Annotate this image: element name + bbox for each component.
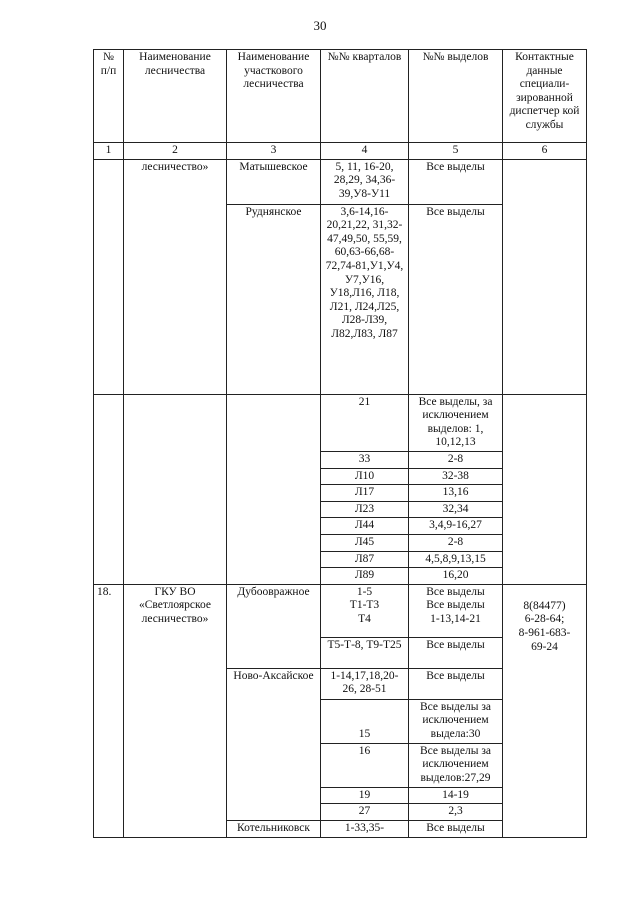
quarters-cell: Л10 [321, 468, 409, 485]
plots-cell: Все выделы [409, 637, 503, 668]
header-cell: № п/п [94, 50, 124, 143]
table-header-row [94, 50, 587, 143]
quarters-cell: Л45 [321, 534, 409, 551]
forestry-table [93, 49, 587, 838]
plots-cell: Все выделы, за исключением выделов: 1, 10,12,13 [409, 394, 503, 451]
header-cell: №№ кварталов [321, 50, 409, 143]
quarters-cell: 15 [321, 699, 409, 743]
forestry-name-cell: ГКУ ВО «Светлоярское лесничество» [124, 584, 227, 837]
contact-line: 8(84477) [523, 599, 566, 612]
district-cell: Матышевское [227, 159, 321, 204]
plots-cell: Все выделы за исключением выделов:27,29 [409, 743, 503, 787]
plots-cell: Все выделы [409, 204, 503, 394]
plots-cell: 32,34 [409, 501, 503, 518]
district-cell: Руднянское [227, 204, 321, 394]
quarters-cell: Л89 [321, 568, 409, 585]
quarters-cell: 33 [321, 451, 409, 468]
col-number: 2 [124, 143, 227, 160]
forestry-name-cell [124, 394, 227, 584]
quarters-cell: 1-33,35- [321, 820, 409, 837]
col-number: 6 [503, 143, 587, 160]
contact-line: 8-961-683- [518, 626, 571, 639]
plots-line: 1-13,14-21 [430, 612, 481, 625]
district-cell: Ново-Аксайское [227, 668, 321, 820]
plots-cell: Все выделы [409, 159, 503, 204]
header-cell: Наименование участкового лесничества [227, 50, 321, 143]
plots-line: Все выделы [426, 585, 485, 598]
plots-cell: Все выделы за исключением выдела:30 [409, 699, 503, 743]
quarters-cell: 3,6-14,16-20,21,22, 31,32-47,49,50, 55,59, 60,63-66,68-72,74-81,У1,У4, У7,У16, У18,Л16, Л18, Л21, Л24,Л25, Л28-Л39, Л82,Л83, Л87 [321, 204, 409, 394]
plots-cell: 4,5,8,9,13,15 [409, 551, 503, 568]
quarters-line: Т1-Т3 [349, 599, 380, 612]
contact-cell [503, 159, 587, 394]
page-number: 30 [313, 18, 327, 33]
quarters-cell: Т5-Т-8, Т9-Т25 [321, 637, 409, 668]
row-number-cell [94, 394, 124, 584]
contact-line: 69-24 [531, 640, 558, 653]
row-number-cell [94, 159, 124, 394]
district-cell [227, 394, 321, 584]
quarters-line: 1-5 [356, 585, 373, 598]
header-cell: Контактные данные специали-зированной диспетчер кой службы [503, 50, 587, 143]
quarters-cell: 1-14,17,18,20-26, 28-51 [321, 668, 409, 699]
quarters-cell: 21 [321, 394, 409, 451]
plots-cell: 2,3 [409, 804, 503, 821]
plots-cell: 2-8 [409, 534, 503, 551]
header-cell: №№ выделов [409, 50, 503, 143]
plots-cell: 14-19 [409, 787, 503, 804]
plots-cell: 13,16 [409, 485, 503, 502]
plots-cell: 16,20 [409, 568, 503, 585]
col-number: 1 [94, 143, 124, 160]
quarters-cell [321, 584, 409, 637]
col-number: 5 [409, 143, 503, 160]
table-row [94, 159, 587, 204]
quarters-cell: 27 [321, 804, 409, 821]
contact-cell [503, 394, 587, 584]
plots-cell: 2-8 [409, 451, 503, 468]
plots-cell: Все выделы [409, 668, 503, 699]
header-cell: Наименование лесничества [124, 50, 227, 143]
column-number-row [94, 143, 587, 160]
contact-cell [503, 584, 587, 837]
quarters-cell: 5, 11, 16-20, 28,29, 34,36-39,У8-У11 [321, 159, 409, 204]
plots-line: Все выделы [426, 599, 485, 612]
quarters-cell: 19 [321, 787, 409, 804]
quarters-line: Т4 [358, 612, 371, 625]
col-number: 4 [321, 143, 409, 160]
table-row [94, 584, 587, 637]
row-number-cell: 18. [94, 584, 124, 837]
plots-cell: 3,4,9-16,27 [409, 518, 503, 535]
contact-line: 6-28-64; [524, 613, 565, 626]
col-number: 3 [227, 143, 321, 160]
quarters-cell: Л17 [321, 485, 409, 502]
district-cell: Котельниковск [227, 820, 321, 837]
quarters-cell: Л44 [321, 518, 409, 535]
plots-cell: Все выделы [409, 820, 503, 837]
district-cell: Дубооврaжное [227, 584, 321, 668]
quarters-cell: 16 [321, 743, 409, 787]
table-row [94, 394, 587, 451]
plots-cell [409, 584, 503, 637]
quarters-cell: Л87 [321, 551, 409, 568]
forestry-name-cell: лесничество» [124, 159, 227, 394]
plots-cell: 32-38 [409, 468, 503, 485]
quarters-cell: Л23 [321, 501, 409, 518]
